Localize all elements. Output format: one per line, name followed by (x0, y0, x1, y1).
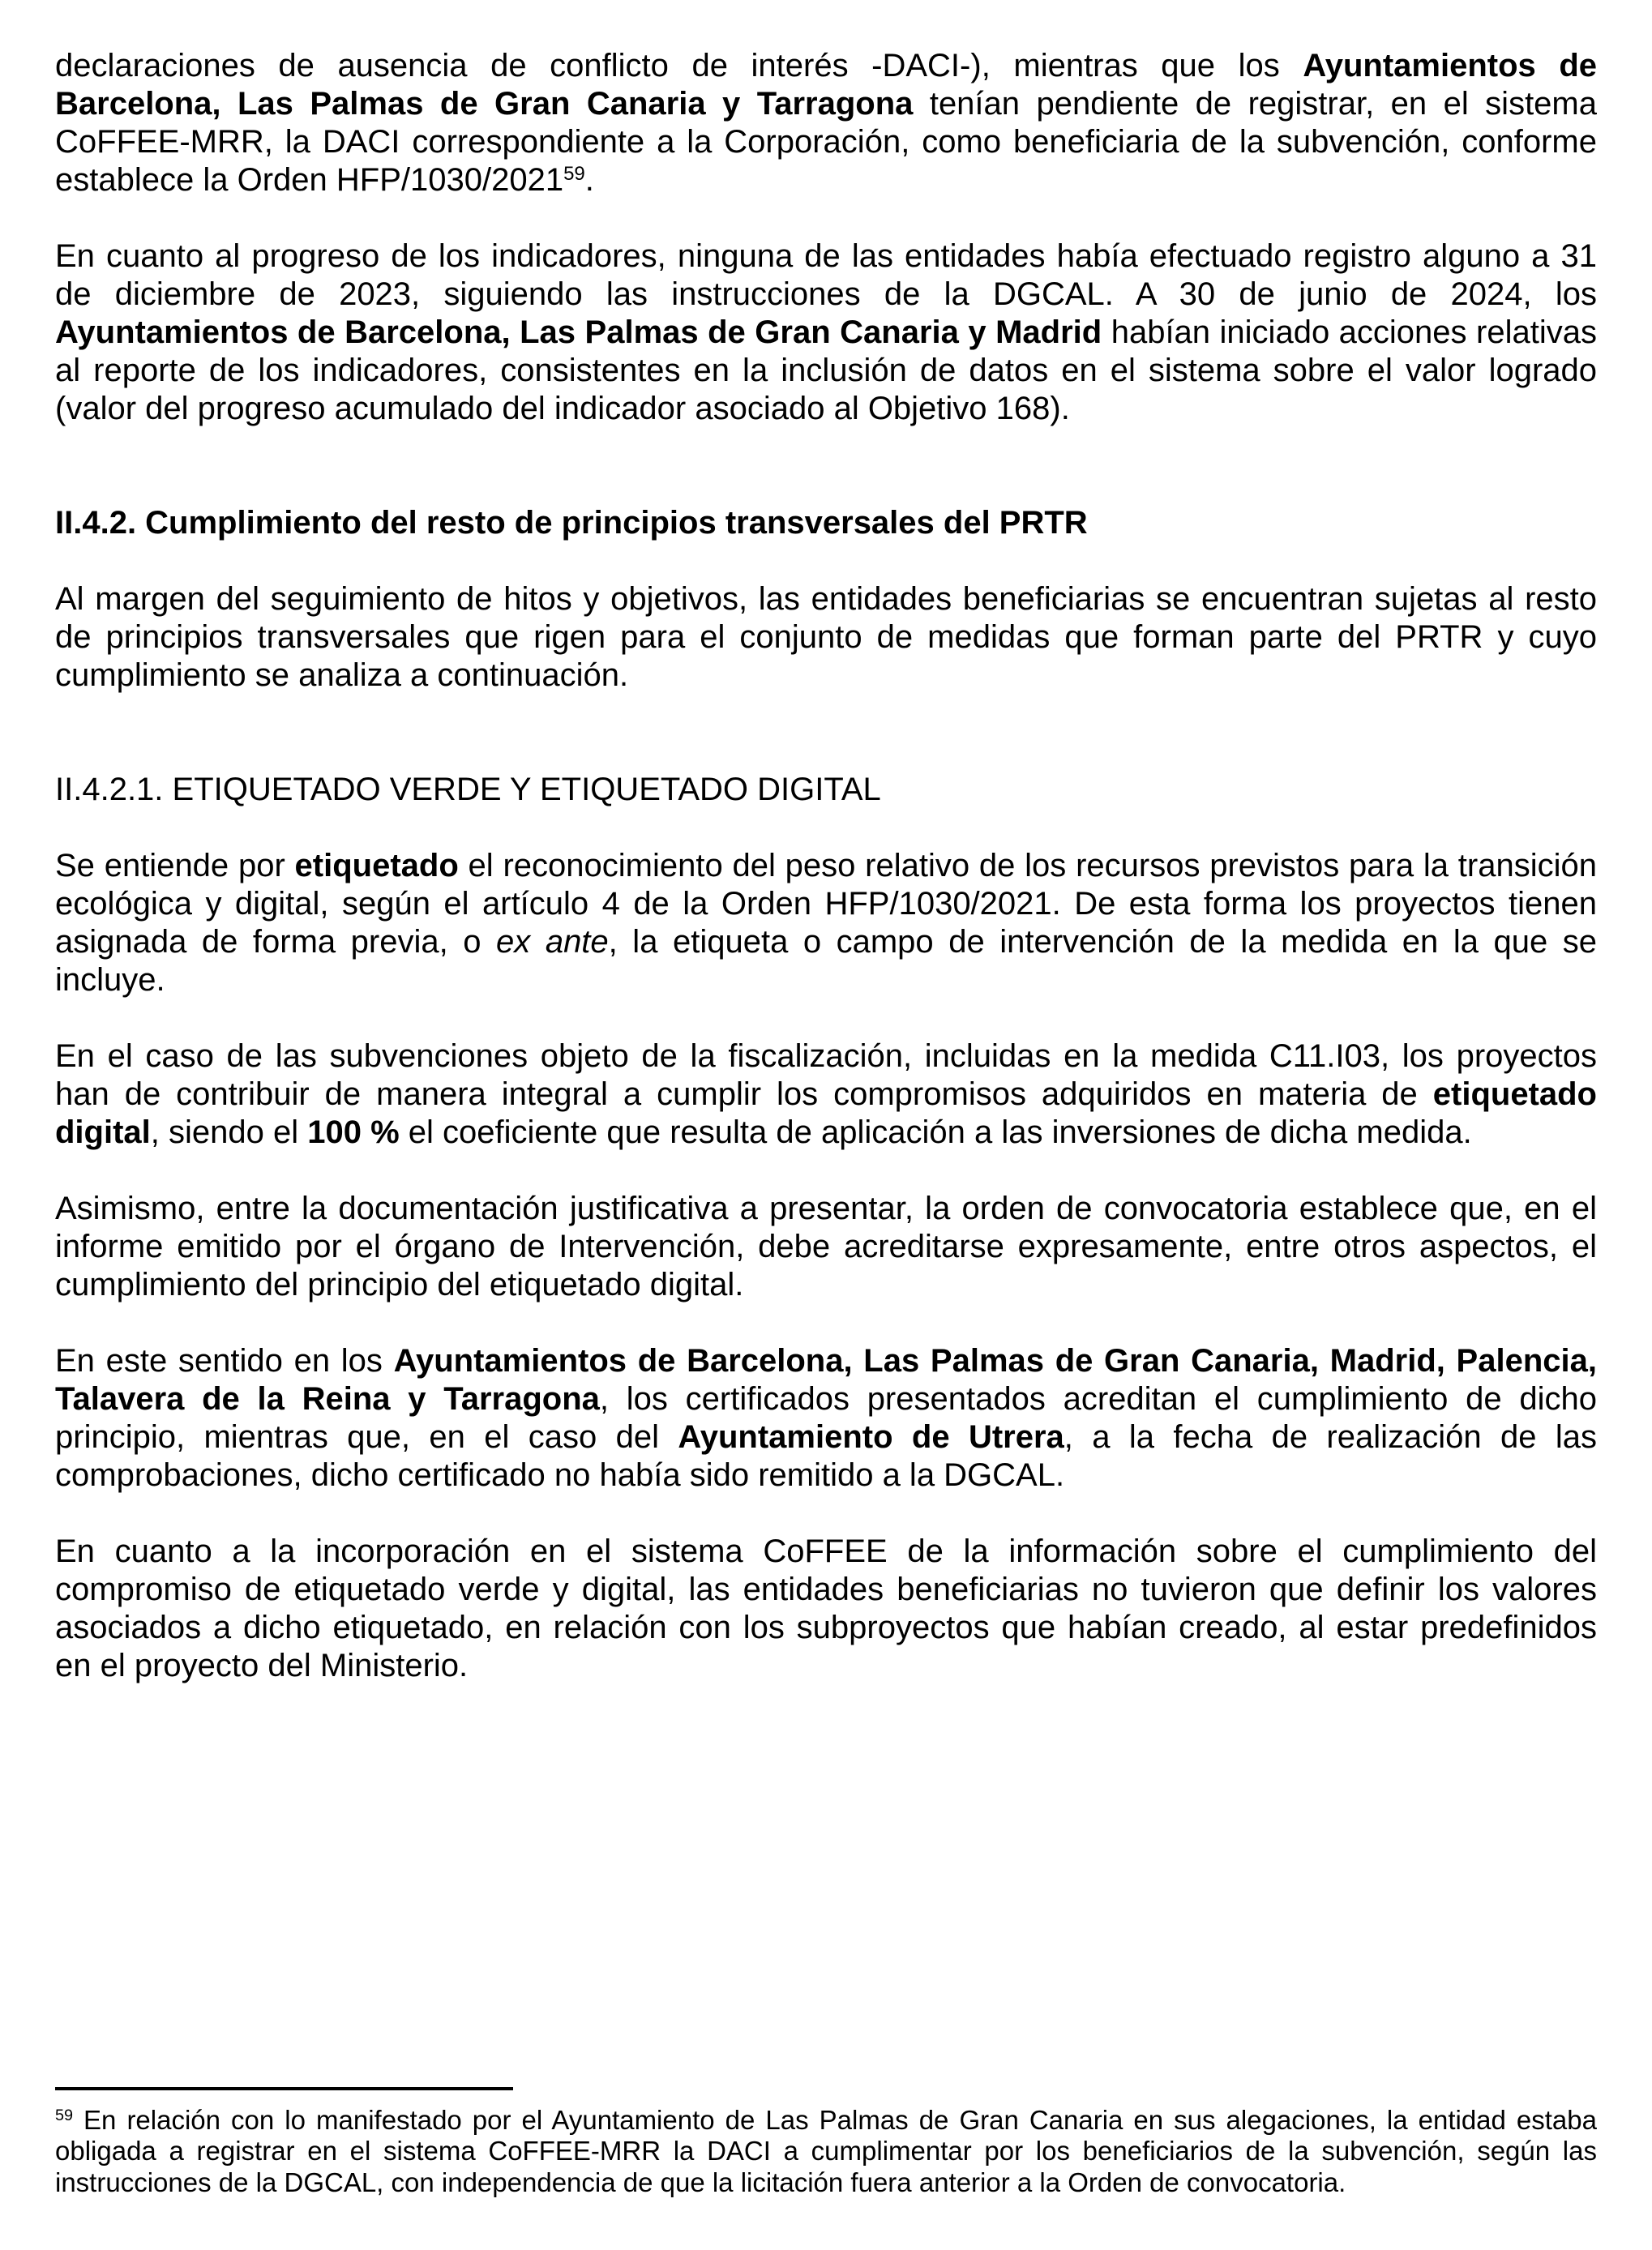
text-segment: el coeficiente que resulta de aplicación a las inversiones de dicha medida. (399, 1114, 1472, 1150)
paragraph-progreso-indicadores (55, 237, 1597, 428)
footnote-area (55, 2087, 1597, 2198)
paragraph-incorporacion-coffee: En cuanto a la incorporación en el sistema CoFFEE de la información sobre el cumplimiento del compromiso de etiquetado verde y digital, las entidades beneficiarias no tuvieron que definir los valores asociados a dicho etiquetado, en relación con los subproyectos que habían creado, al estar predefinidos en el proyecto del Ministerio. (55, 1534, 1597, 1683)
bold-text-segment: Ayuntamientos de Barcelona, Las Palmas de Gran Canaria, Madrid, Palencia, Talavera de la Reina y Tarragona (55, 1343, 1597, 1417)
paragraph-subvenciones-fiscalizacion (55, 1037, 1597, 1152)
paragraph-documentacion-justificativa: Asimismo, entre la documentación justificativa a presentar, la orden de convocatoria establece que, en el informe emitido por el órgano de Intervención, debe acreditarse expresamente, entre otros aspectos, el cumplimiento del principio del etiquetado digital. (55, 1191, 1597, 1303)
text-segment: habían iniciado acciones relativas al reporte de los indicadores, consistentes en la inclusión de datos en el sistema sobre el valor logrado (valor del progreso acumulado del indicador asociado al Objetivo 168). (55, 314, 1597, 426)
paragraph-al-margen: Al margen del seguimiento de hitos y objetivos, las entidades beneficiarias se encuentran sujetas al resto de principios transversales que rigen para el conjunto de medidas que forman parte del PRTR y cuyo cumplimiento se analiza a continuación. (55, 581, 1597, 693)
paragraph-se-entiende-etiquetado (55, 847, 1597, 999)
bold-text-segment: Ayuntamientos de Barcelona, Las Palmas de Gran Canaria y Tarragona (55, 48, 1598, 122)
subsection-heading-ii-4-2-1: II.4.2.1. ETIQUETADO VERDE Y ETIQUETADO DIGITAL (55, 772, 881, 807)
text-segment: , siendo el (150, 1114, 308, 1150)
text-segment: , la etiqueta o campo de intervención de la medida en la que se incluye. (55, 924, 1597, 998)
bold-text-segment: Ayuntamientos de Barcelona, Las Palmas de Gran Canaria y Madrid (55, 314, 1102, 350)
text-segment: En este sentido en los (55, 1343, 394, 1379)
paragraph-daci-pendiente (55, 47, 1597, 199)
text-segment: Se entiende por (55, 848, 295, 883)
footnote-reference: 59 (563, 162, 585, 185)
text-segment: En el caso de las subvenciones objeto de la fiscalización, incluidas en la medida C11.I03, los proyectos han de contribuir de manera integral a cumplir los compromisos adquiridos en materia de (55, 1038, 1597, 1112)
footnote (55, 2105, 1597, 2198)
text-segment: , a la fecha de realización de las comprobaciones, dicho certificado no había sido remitido a la DGCAL. (55, 1419, 1597, 1493)
paragraph-certificados-ayuntamientos (55, 1342, 1597, 1495)
text-segment: . (584, 162, 594, 198)
bold-text-segment: etiquetado digital (55, 1076, 1597, 1150)
text-segment: , los certificados presentados acreditan el cumplimiento de dicho principio, mientras que, en el caso del (55, 1381, 1597, 1455)
text-segment: el reconocimiento del peso relativo de los recursos previstos para la transición ecológica y digital, según el artículo 4 de la Orden HFP/1030/2021. De esta forma los proyectos tienen asignada de forma previa, o (55, 848, 1597, 960)
footnote-marker: 59 (55, 2107, 74, 2125)
italic-text-segment: ex ante (496, 924, 609, 960)
text-segment: declaraciones de ausencia de conflicto de interés -DACI-), mientras que los (55, 48, 1303, 83)
footnote-text: En relación con lo manifestado por el Ayuntamiento de Las Palmas de Gran Canaria en sus alegaciones, la entidad estaba obligada a registrar en el sistema CoFFEE-MRR la DACI a cumplimentar por los beneficiarios de la subvención, según las instrucciones de la DGCAL, con independencia de que la licitación fuera anterior a la Orden de convocatoria. (55, 2105, 1597, 2197)
text-segment: tenían pendiente de registrar, en el sistema CoFFEE-MRR, la DACI correspondiente a la Corporación, como beneficiaria de la subvención, conforme establece la Orden HFP/1030/2021 (55, 86, 1597, 198)
section-heading-ii-4-2: II.4.2. Cumplimiento del resto de principios transversales del PRTR (55, 505, 1088, 541)
text-segment: En cuanto al progreso de los indicadores, ninguna de las entidades había efectuado registro alguno a 31 de diciembre de 2023, siguiendo las instrucciones de la DGCAL. A 30 de junio de 2024, los (55, 238, 1597, 312)
bold-text-segment: Ayuntamiento de Utrera (678, 1419, 1064, 1455)
bold-text-segment: etiquetado (294, 848, 459, 883)
bold-text-segment: 100 % (307, 1114, 400, 1150)
footnote-separator-rule (55, 2087, 513, 2090)
